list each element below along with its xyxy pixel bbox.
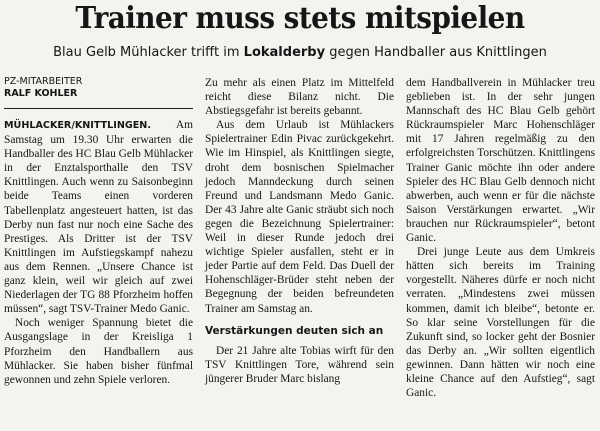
column-3 xyxy=(406,76,595,400)
paragraph: Drei junge Leute aus dem Umkreis hätten sich bereits im Training vorgestellt. Näheres dürfe er noch nicht verraten. „Mindestens zwei müssen kommen, damit ich bleibe“, betonte er. So klar seine Vorstellungen für die Zukunft sind, so locker geht der Bosnier das Derby an. „Wir sollten eigentlich gewinnen. Dann hätten wir noch eine kleine Chance auf den Aufstieg“, sagt Ganic. xyxy=(406,246,595,400)
author-name: RALF KOHLER xyxy=(4,88,78,99)
paragraph: Der 21 Jahre alte Tobias wirft für den TSV Knittlingen Tore, während sein jüngerer Bruder Marc bislang xyxy=(205,344,394,385)
headline: Trainer muss stets mitspielen xyxy=(75,1,525,36)
subheadline-bold: Lokalderby xyxy=(243,45,326,60)
subheadline xyxy=(0,44,600,62)
section-subheading: Verstärkungen deuten sich an xyxy=(205,324,384,337)
paragraph xyxy=(4,118,193,316)
subheadline-part-2: gegen Handballer aus Knittlingen xyxy=(325,45,547,60)
column-2 xyxy=(205,76,394,386)
byline-divider xyxy=(4,108,193,109)
author-role: PZ-MITARBEITER xyxy=(4,76,83,87)
paragraph-text: Am Samstag um 19.30 Uhr erwarten die Handballer des HC Blau Gelb Mühlacker in der Enztalsporthalle den TSV Knittlingen. Auch wenn zu Saisonbeginn beide Teams einen vorderen Tabellenplatz angesteuert hatten, ist das Derby nun fast nur noch eine Sache des Prestiges. Als Dritter ist der TSV Knittlingen im Aufstiegskampf nahezu aus dem Rennen. „Unsere Chance ist ganz klein, weil wir gleich auf zwei Niederlagen der TG 88 Pforzheim hoffen müssen“, sagt TSV-Trainer Medo Ganic. xyxy=(4,119,193,316)
paragraph: Zu mehr als einen Platz im Mittelfeld reicht diese Bilanz nicht. Die Abstiegsgefahr ist bereits gebannt. xyxy=(205,77,394,118)
paragraph: Noch weniger Spannung bietet die Ausgangslage in der Kreisliga 1 Pforzheim den Handballern aus Mühlacker. Sie haben bisher fünfmal gewonnen und zehn Spiele verloren. xyxy=(4,317,193,386)
paragraph: Aus dem Urlaub ist Mühlackers Spielertrainer Edin Pivac zurückgekehrt. Wie im Hinspiel, als Knittlingen siegte, droht dem bosnischen Spielmacher jedoch Manndeckung durch seinen Freund und Landsmann Medo Ganic. Der 43 Jahre alte Ganic sträubt sich noch gegen die Bezeichnung Spielertrainer: Weil in dieser Runde jedoch drei wichtige Spieler ausfallen, steht er in jeder Partie auf dem Feld. Das Duell der Hohenschläger-Brüder steht neben der Begegnung der beiden befreundeten Trainer am Samstag an. xyxy=(205,119,394,315)
column-1 xyxy=(4,76,193,387)
dateline: MÜHLACKER/KNITTLINGEN. xyxy=(4,120,151,131)
subheadline-part-1: Blau Gelb Mühlacker trifft im xyxy=(53,45,244,60)
paragraph: dem Handballverein in Mühlacker treu geblieben ist. In der sehr jungen Mannschaft des HC Blau Gelb gehört Rückraumspieler Marc Hohenschläger mit 17 Jahren regelmäßig zu den erfolgreichsten Torschützen. Knittlingens Trainer Ganic möchte ihn oder andere Spieler des HC Blau Gelb dennoch nicht abwerben, auch wenn er für die nächste Saison Verstärkungen erwartet. „Wir brauchen nur Rückraumspieler“, betont Ganic. xyxy=(406,77,595,245)
byline xyxy=(4,76,193,100)
